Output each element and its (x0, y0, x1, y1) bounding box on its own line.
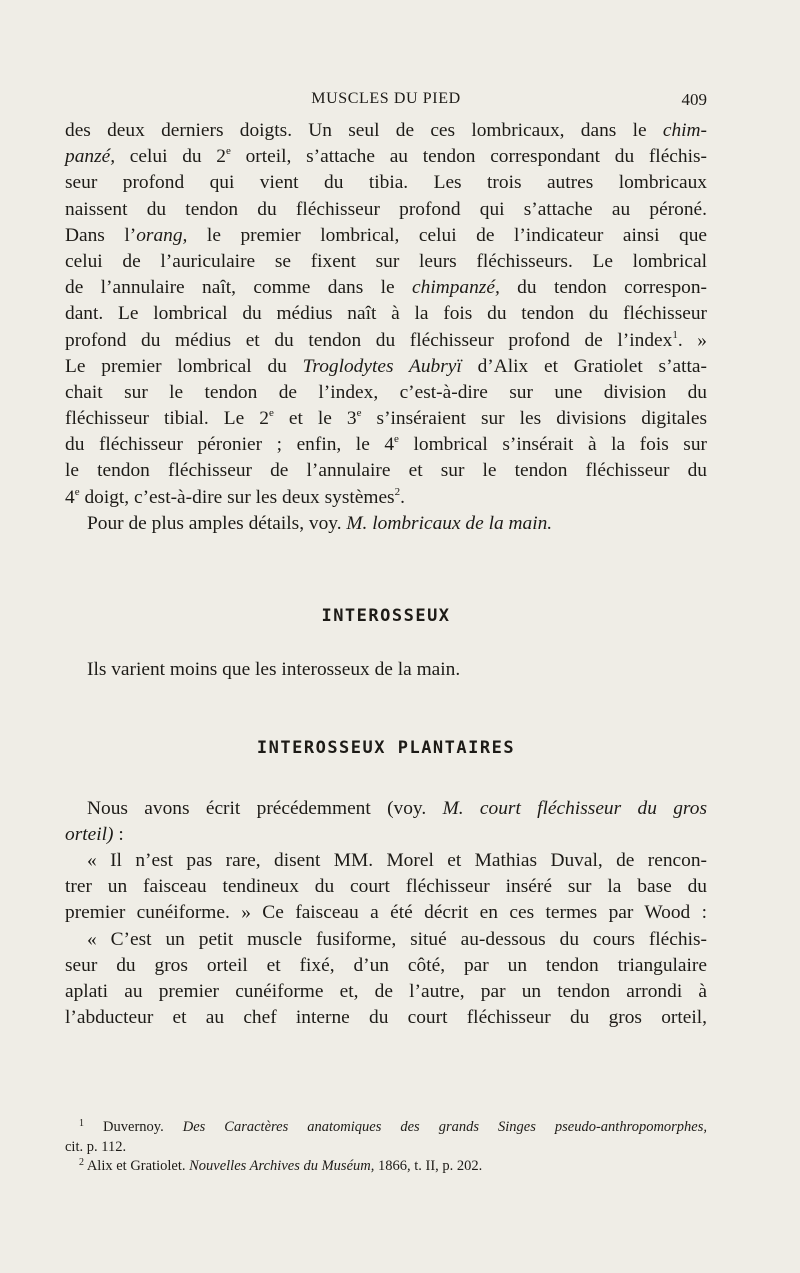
text-line: « C’est un petit muscle fusiforme, situé au-dessous du cours fléchis- (87, 928, 707, 950)
footnotes (65, 1118, 707, 1177)
text-line: trer un faisceau tendineux du court fléchisseur inséré sur la base du (65, 876, 707, 898)
text-line: du fléchisseur péronier ; enfin, le 4e lombrical s’insérait à la fois sur (65, 433, 707, 456)
text-line: le tendon fléchisseur de l’annulaire et sur le tendon fléchisseur du (65, 460, 707, 482)
footnote-1-cont: cit. p. 112. (65, 1138, 127, 1155)
text-line: 4e doigt, c’est-à-dire sur les deux systèmes$^2$. (65, 485, 405, 508)
text-line: seur du gros orteil et fixé, d’un côté, par un tendon triangulaire (65, 954, 707, 976)
footnote-1: $^1$ Duvernoy. Des Caractères anatomiques des grands Singes pseudo-anthropomorphes, (79, 1118, 708, 1135)
text-line: fléchisseur tibial. Le 2e et le 3e s’inséraient sur les divisions digitales (65, 407, 707, 430)
running-title: MUSCLES DU PIED (311, 90, 461, 107)
section-heading-interosseux: INTEROSSEUX (321, 606, 451, 626)
running-head (65, 90, 707, 110)
text-line: Le premier lombrical du Troglodytes Aubryï d’Alix et Gratiolet s’atta- (65, 355, 707, 377)
text-line: Dans l’orang, le premier lombrical, celui de l’indicateur ainsi que (65, 224, 707, 246)
page-number: 409 (681, 90, 707, 109)
text-line: dant. Le lombrical du médius naît à la fois du tendon du fléchisseur (65, 303, 707, 325)
text-line: seur profond qui vient du tibia. Les trois autres lombricaux (65, 172, 707, 194)
text-line: Nous avons écrit précédemment (voy. M. court fléchisseur du gros (87, 797, 707, 819)
text-line: aplati au premier cunéiforme et, de l’autre, par un tendon arrondi à (65, 980, 707, 1002)
footnote-ref: 1 (672, 328, 678, 341)
text-line: celui de l’auriculaire se fixent sur leurs fléchisseurs. Le lombrical (65, 250, 707, 272)
text-line: orteil) : (65, 823, 124, 845)
text-line: « Il n’est pas rare, disent MM. Morel et Mathias Duval, de rencon- (87, 849, 707, 871)
text-line: profond du médius et du tendon du fléchisseur profond de l’index$^1$. » (65, 328, 708, 351)
text-line: Ils varient moins que les interosseux de la main. (87, 659, 461, 681)
section-heading-interosseux-plantaires: INTEROSSEUX PLANTAIRES (256, 738, 516, 759)
text-line: Pour de plus amples détails, voy. M. lombricaux de la main. (87, 512, 553, 534)
footnote-2: $^2$ Alix et Gratiolet. Nouvelles Archives du Muséum, 1866, t. II, p. 202. (79, 1157, 483, 1174)
text-line: l’abducteur et au chef interne du court fléchisseur du gros orteil, (65, 1007, 707, 1029)
body-text (65, 118, 707, 1031)
text-line: naissent du tendon du fléchisseur profond qui s’attache au péroné. (65, 198, 707, 220)
text-line: chait sur le tendon de l’index, c’est-à-dire sur une division du (65, 381, 707, 403)
footnote-ref: 2 (394, 485, 401, 498)
text-line: premier cunéiforme. » Ce faisceau a été décrit en ces termes par Wood : (65, 902, 707, 924)
text-line: de l’annulaire naît, comme dans le chimpanzé, du tendon correspon- (65, 277, 707, 299)
text-line: panzé, celui du 2e orteil, s’attache au tendon correspondant du fléchis- (65, 145, 707, 168)
text-line: des deux derniers doigts. Un seul de ces lombricaux, dans le chim- (65, 120, 707, 141)
